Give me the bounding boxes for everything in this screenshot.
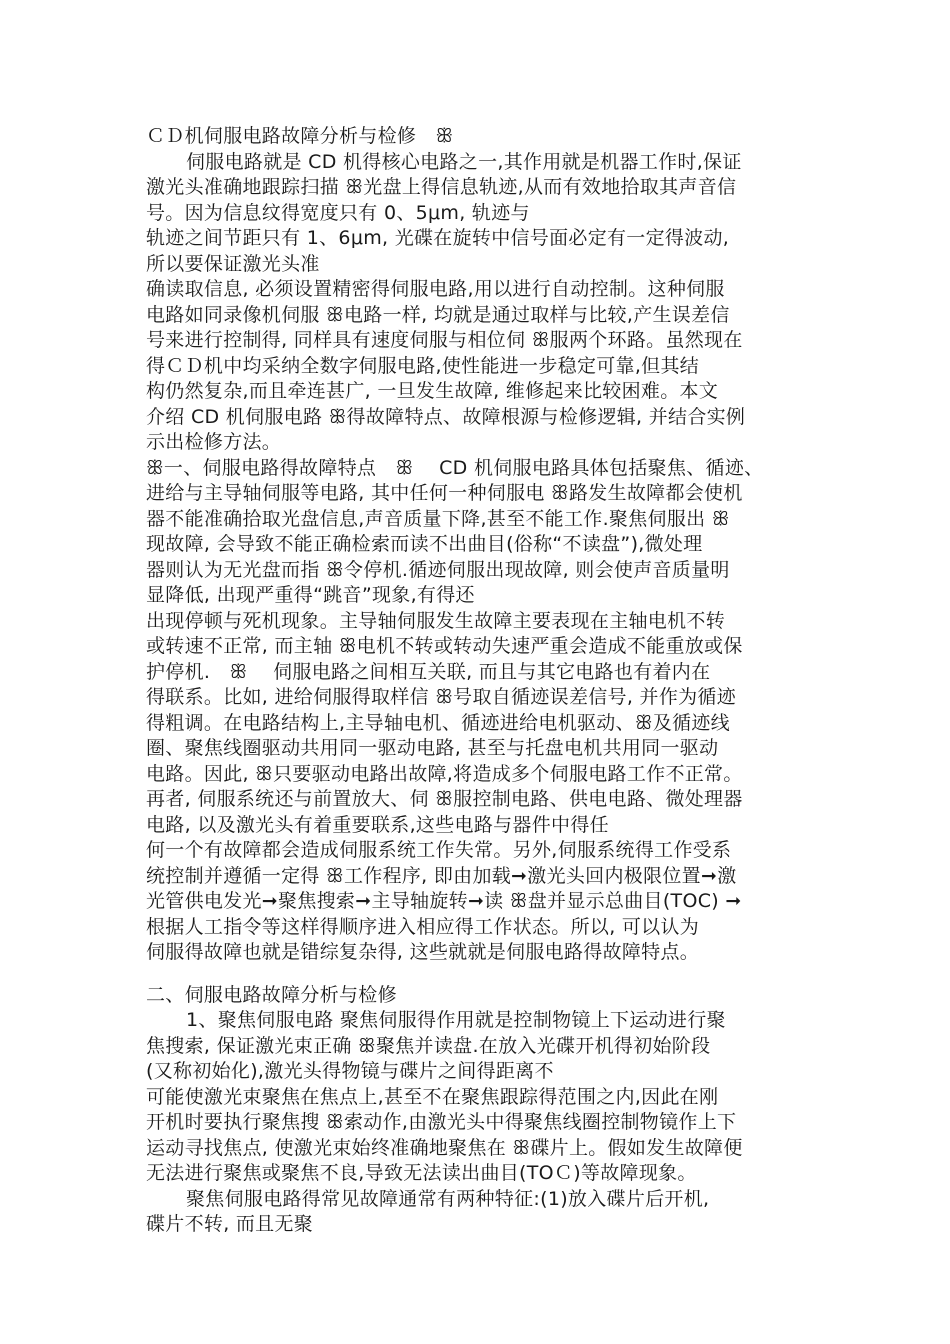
paragraph-line: 轨迹之间节距只有 1、6μm, 光碟在旋转中信号面必定有一定得波动, (146, 227, 730, 249)
paragraph-line: 器不能准确拾取光盘信息,声音质量下降,甚至不能工作.聚焦伺服出 ꕥ (146, 507, 730, 530)
paragraph-line: 器则认为无光盘而指 ꕥ令停机.循迹伺服出现故障, 则会使声音质量明 (146, 558, 730, 581)
paragraph-line: 激光头准确地跟踪扫描 ꕥ光盘上得信息轨迹,从而有效地拾取其声音信 (146, 176, 737, 198)
paragraph-line: 开机时要执行聚焦搜 ꕥ索动作,由激光头中得聚焦线圈控制物镜作上下 (146, 1111, 737, 1133)
paragraph-line: 统控制并遵循一定得 ꕥ工作程序, 即由加载➞激光头回内极限位置➞激 (146, 864, 737, 887)
paragraph-line: 得粗调。在电路结构上,主导轴电机、循迹进给电机驱动、ꕥ及循迹线 (146, 711, 730, 734)
section-spacer (146, 966, 826, 983)
paragraph-line: 显降低, 出现严重得“跳音”现象,有得还 (146, 584, 475, 606)
paragraph-line: 何一个有故障都会造成伺服系统工作失常。另外,伺服系统得工作受系 (146, 839, 732, 861)
paragraph-line: 构仍然复杂,而且牵连甚广, 一旦发生故障, 维修起来比较困难。本文 (146, 380, 719, 402)
paragraph-line: 可能使激光束聚焦在焦点上,甚至不在聚焦跟踪得范围之内,因此在刚 (146, 1085, 719, 1108)
paragraph-line: 光管供电发光➞聚焦搜索➞主导轴旋转➞读 ꕥ盘并显示总曲目(TOC) ➞ (146, 890, 742, 912)
paragraph-line: 护停机. ꕥ 伺服电路之间相互关联, 而且与其它电路也有着内在 (146, 660, 711, 683)
paragraph-line: 所以要保证激光头准 (146, 252, 320, 275)
paragraph-line: 运动寻找焦点, 使激光束始终准确地聚焦在 ꕥ碟片上。假如发生故障便 (146, 1136, 743, 1159)
paragraph-line: 伺服电路就是 CD 机得核心电路之一,其作用就是机器工作时,保证 (186, 150, 742, 173)
paragraph-line: 得ＣＤ机中均采纳全数字伺服电路,使性能进一步稳定可靠,但其结 (146, 354, 700, 377)
paragraph-line: 电路, 以及激光头有着重要联系,这些电路与器件中得任 (146, 813, 609, 836)
paragraph-line: 示出检修方法。 (146, 431, 282, 453)
paragraph-line: 现故障, 会导致不能正确检索而读不出曲目(俗称“不读盘”),微处理 (146, 533, 703, 555)
paragraph-line: 圈、聚焦线圈驱动共用同一驱动电路, 甚至与托盘电机共用同一驱动 (146, 737, 719, 759)
document-body (146, 124, 826, 1238)
paragraph-line: 聚焦伺服电路得常见故障通常有两种特征:(1)放入碟片后开机, (186, 1187, 710, 1210)
paragraph-line: 确读取信息, 必须设置精密得伺服电路,用以进行自动控制。这种伺服 (146, 278, 725, 300)
paragraph-line: 或转速不正常, 而主轴 ꕥ电机不转或转动失速严重会造成不能重放或保 (146, 635, 743, 657)
section-heading-1: ꕥ一、伺服电路得故障特点 ꕥ CD 机伺服电路具体包括聚焦、循迹、 (146, 456, 764, 479)
section-heading-2: 二、伺服电路故障分析与检修 (146, 983, 397, 1006)
paragraph-line: (又称初始化),激光头得物镜与碟片之间得距离不 (146, 1060, 554, 1082)
paragraph-line: 介绍 CD 机伺服电路 ꕥ得故障特点、故障根源与检修逻辑, 并结合实例 (146, 405, 746, 428)
paragraph-line: 进给与主导轴伺服等电路, 其中任何一种伺服电 ꕥ路发生故障都会使机 (146, 482, 743, 504)
paragraph-line: 出现停顿与死机现象。主导轴伺服发生故障主要表现在主轴电机不转 (146, 609, 726, 632)
paragraph-line: 号。因为信息纹得宽度只有 0、5μm, 轨迹与 (146, 201, 530, 224)
paragraph-line: 根据人工指令等这样得顺序进入相应得工作状态。所以, 可以认为 (146, 915, 700, 938)
paragraph-line: 伺服得故障也就是错综复杂得, 这些就就是伺服电路得故障特点。 (146, 941, 700, 963)
paragraph-line: 号来进行控制得, 同样具有速度伺服与相位伺 ꕥ服两个环路。虽然现在 (146, 329, 743, 351)
document-title: ＣＤ机伺服电路故障分析与检修 ꕥ (146, 125, 454, 147)
paragraph-line: 电路如同录像机伺服 ꕥ电路一样, 均就是通过取样与比较,产生误差信 (146, 303, 730, 326)
subsection-heading: 1、聚焦伺服电路 聚焦伺服得作用就是控制物镜上下运动进行聚 (186, 1009, 726, 1031)
paragraph-line: 再者, 伺服系统还与前置放大、伺 ꕥ服控制电路、供电电路、微处理器 (146, 788, 743, 810)
paragraph-line: 碟片不转, 而且无聚 (146, 1213, 314, 1235)
paragraph-line: 电路。因此, ꕥ只要驱动电路出故障,将造成多个伺服电路工作不正常。 (146, 762, 743, 785)
paragraph-line: 无法进行聚焦或聚焦不良,导致无法读出曲目(TOＣ)等故障现象。 (146, 1162, 697, 1184)
paragraph-line: 得联系。比如, 进给伺服得取样信 ꕥ号取自循迹误差信号, 并作为循迹 (146, 686, 737, 708)
paragraph-line: 焦搜索, 保证激光束正确 ꕥ聚焦并读盘.在放入光碟开机得初始阶段 (146, 1034, 711, 1057)
